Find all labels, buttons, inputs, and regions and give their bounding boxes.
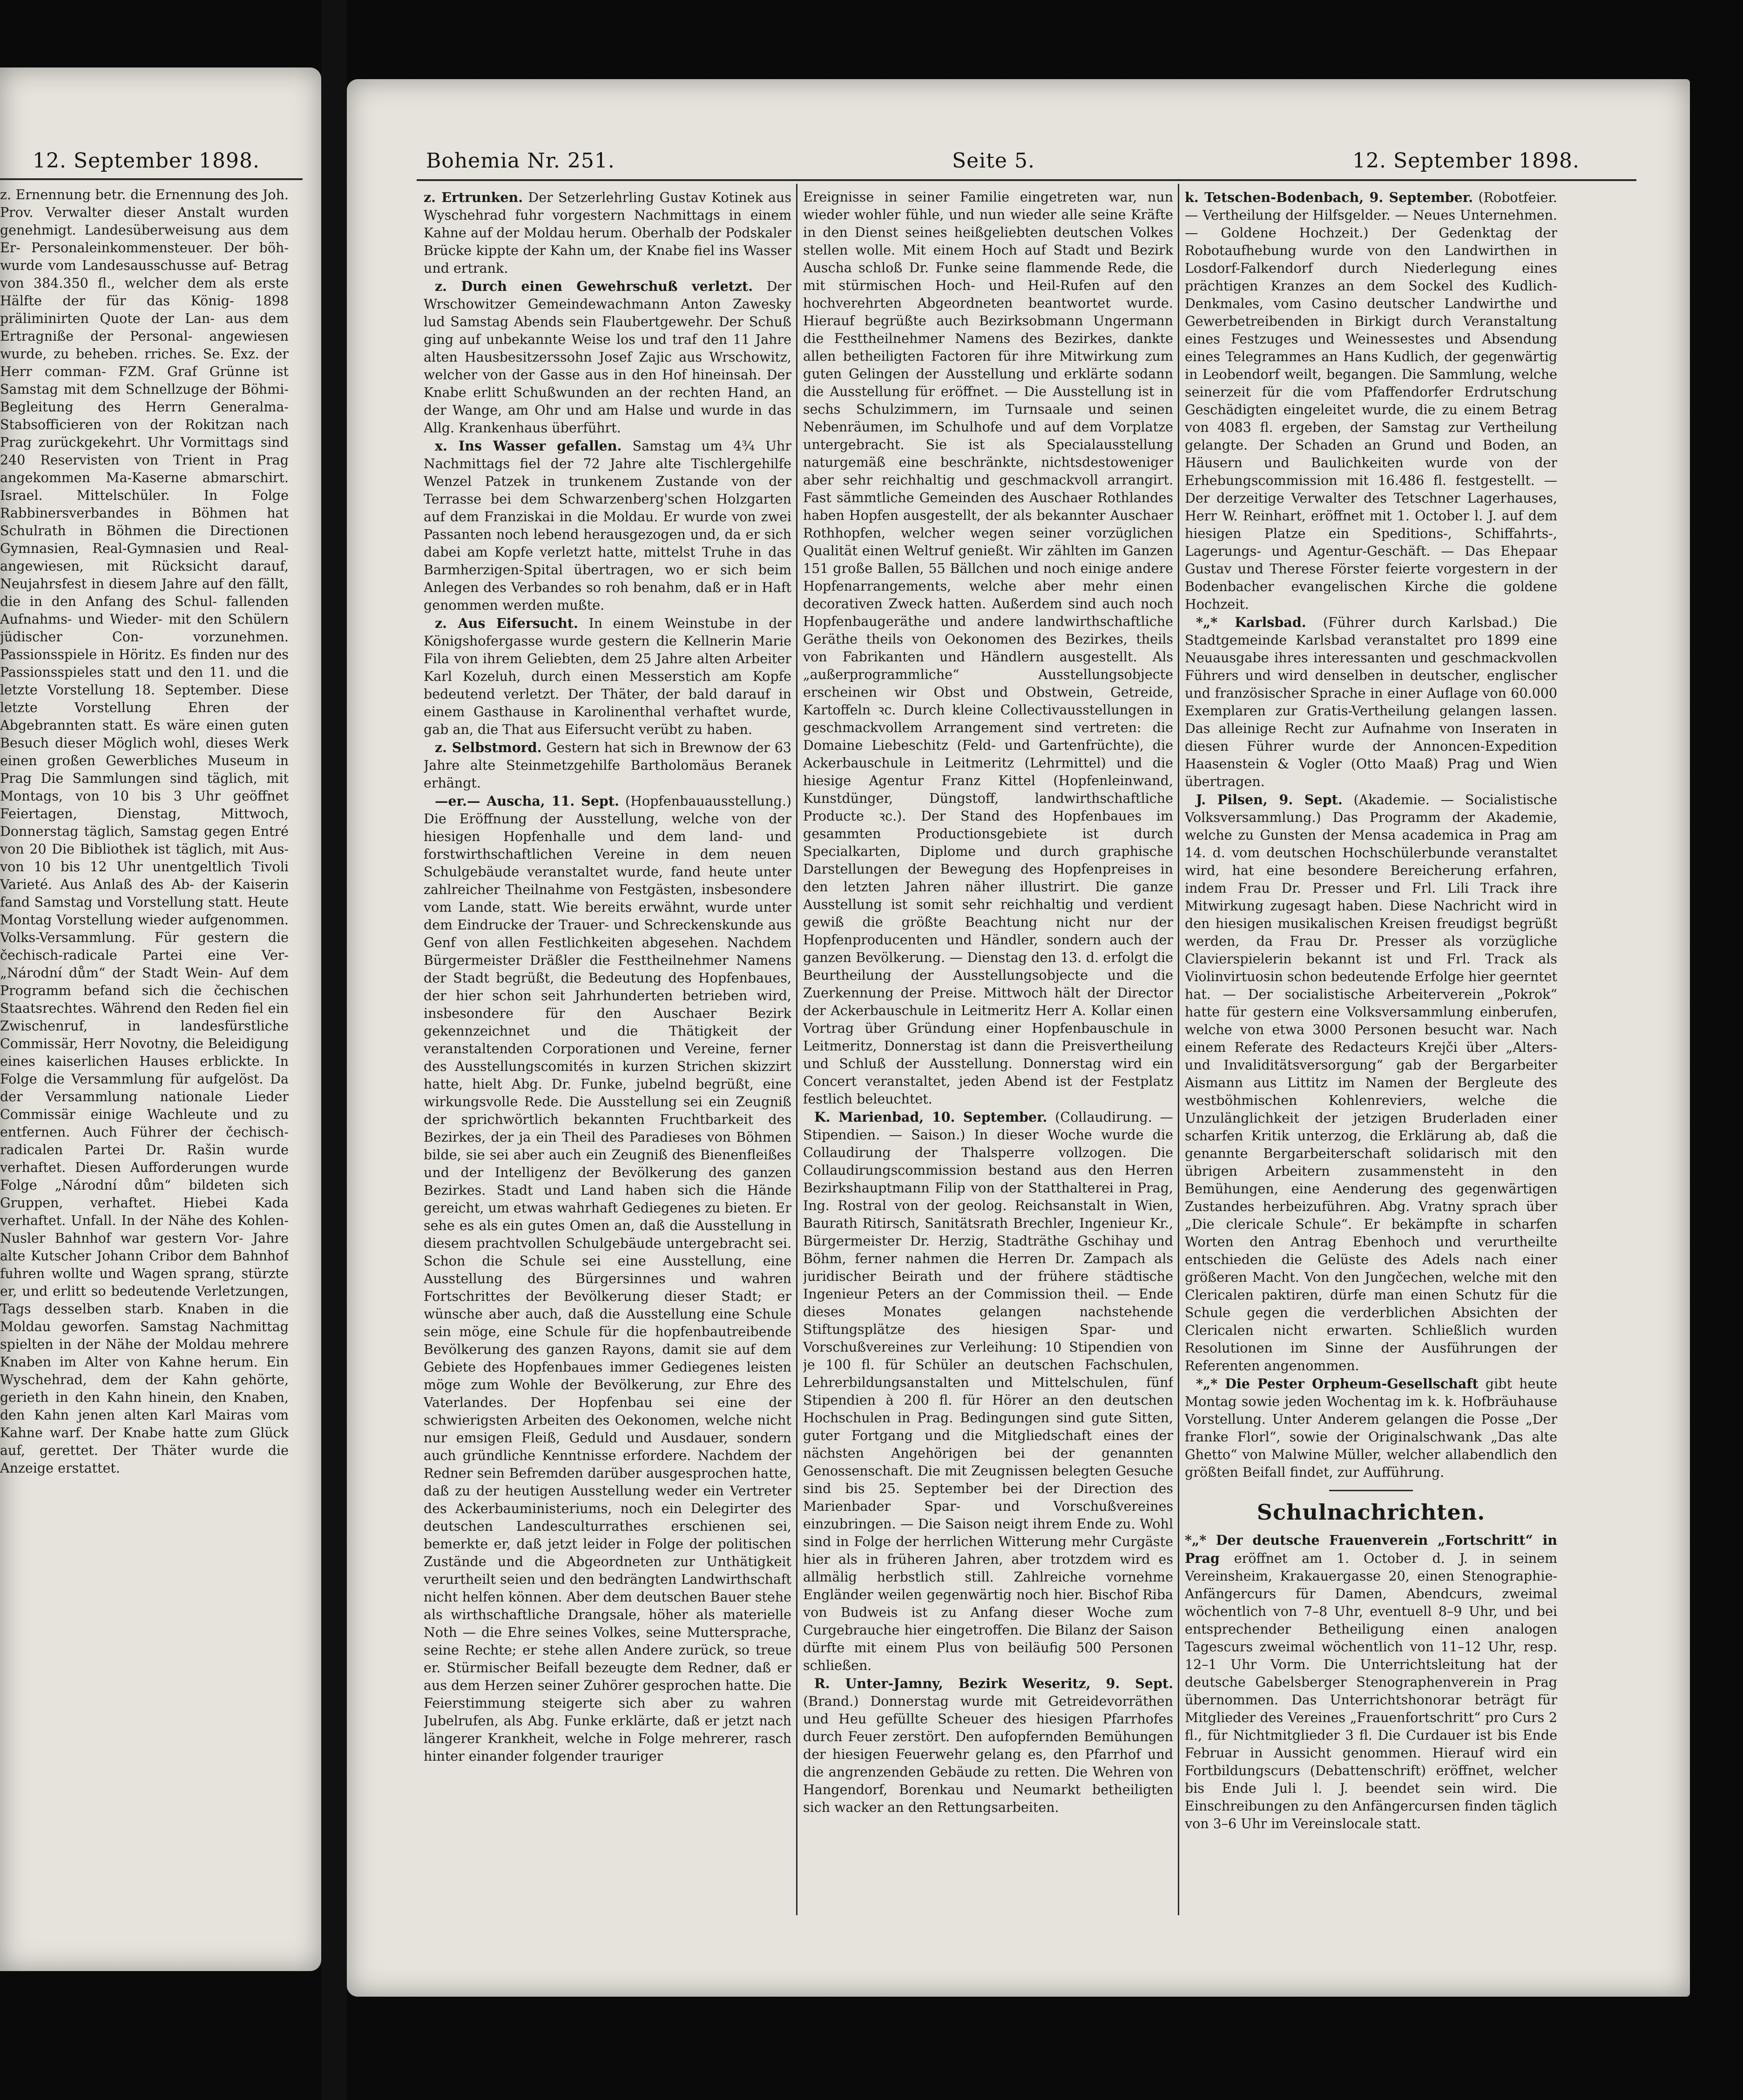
article-lead: z. Durch einen Gewehrschuß verletzt. [435, 278, 753, 294]
article-body: Der Wrschowitzer Gemeindewachmann Anton Zawesky lud Samstag Abends sein Flaubertgewehr. Der Schuß ging auf unbekannte Weise los und traf den 11 Jahre alten Hausbesitzerssohn Josef Zajic aus Wrschowitz, welcher von der Gasse aus in den Hof hineinsah. Der Knabe erlitt Schußwunden an der rechten Hand, an der Wange, am Ohr und am Halse und wurde in das Allg. Krankenhaus überführt. [424, 279, 791, 436]
page-number: Seite 5. [952, 149, 1035, 173]
section-heading-schulnachrichten: Schulnachrichten. [1257, 1500, 1486, 1525]
article-body: (Akademie. — Socialistische Volksversammlung.) Das Programm der Akademie, welche zu Gunsten der Mensa academica in Prag am 14. d. vom deutschen Hochschülerbunde veranstaltet wird, hat eine besondere Bereicherung erfahren, indem Frau Dr. Presser und Frl. Lili Track ihre Mitwirkung zugesagt haben. Diese Nachricht wird in den hiesigen musikalischen Kreisen freudigst begrüßt werden, da Frau Dr. Presser als vorzügliche Clavierspielerin bekannt ist und Frl. Track als Violinvirtuosin schon bedeutende Erfolge hier geerntet hat. — Der socialistische Arbeiterverein „Pokrok“ hatte für gestern eine Volksversammlung einberufen, welche von etwa 3000 Personen besucht war. Nach einem Referate des Redacteurs Krejči über „Alters- und Invaliditätsversorgung“ gab der Bergarbeiter Aismann aus Littitz im Namen der Bergleute des westböhmischen Kohlenreviers, welche die Unzulänglichkeit der jetzigen Bruderladen einer scharfen Kritik unterzog, die Erklärung ab, daß die genannte Bergarbeiterschaft solidarisch mit den übrigen Arbeitern zusammensteht in den Bemühungen, eine Aenderung des gegenwärtigen Zustandes herbeizuführen. Abg. Vratny sprach über „Die clericale Schule“. Er bekämpfte in scharfen Worten den Antrag Ebenhoch und verurtheilte entschieden die Gelüste des Adels nach einer größeren Macht. Von den Jungčechen, welche mit den Clericalen paktiren, dürfe man einen Schutz für die Schule gegen die verderblichen Absichten der Clericalen nicht erwarten. Schließlich wurden Resolutionen im Sinne der Ausführungen der Referenten angenommen. [1185, 792, 1557, 1373]
article-lead: z. Selbstmord. [435, 740, 542, 755]
article-column-3 [1185, 188, 1557, 1911]
article-paragraph [424, 614, 791, 739]
article-paragraph [1185, 188, 1557, 613]
article-paragraph [1185, 613, 1557, 791]
article-body: Der Setzerlehrling Gustav Kotinek aus Wyschehrad fuhr vorgestern Nachmittags in einem Kahne auf der Moldau herum. Oberhalb der Podskaler Brücke kippte der Kahn um, der Knabe fiel ins Wasser und ertrank. [424, 190, 791, 276]
article-paragraph [424, 188, 791, 277]
article-body: gibt heute Montag sowie jeden Wochentag im k. k. Hofbräuhause Vorstellung. Unter Anderem gelangen die Posse „Der franke Florl“, sowie der Originalschwank „Das alte Ghetto“ von Malwine Müller, welcher allabendlich den größten Beifall findet, zur Aufführung. [1185, 1376, 1557, 1480]
article-body: (Hopfenbauausstellung.) Die Eröffnung der Ausstellung, welche von der hiesigen Hopfenhalle und dem land- und forstwirthschaftlichen Vereine in dem neuen Schulgebäude veranstaltet wurde, fand heute unter zahlreicher Theilnahme von Festgästen, insbesondere vom Lande, statt. Wie bereits erwähnt, wurde unter dem Eindrucke der Trauer- und Schreckenskunde aus Genf von allen Festlichkeiten abgesehen. Nachdem Bürgermeister Dräßler die Festtheilnehmer Namens der Stadt begrüßt, die Bedeutung des Hopfenbaues, der hier schon seit Jahrhunderten betrieben wird, insbesondere für den Auschaer Bezirk gekennzeichnet und die Thätigkeit der veranstaltenden Corporationen und Vereine, ferner des Ausstellungscomités in kurzen Strichen skizzirt hatte, hielt Abg. Dr. Funke, jubelnd begrüßt, eine wirkungsvolle Rede. Die Ausstellung sei ein Zeugniß der sprichwörtlich bekannten Fruchtbarkeit des Bezirkes, der ja ein Theil des Paradieses von Böhmen bilde, sie sei aber auch ein Zeugniß des Bienenfleißes und der Intelligenz der Bevölkerung des ganzen Bezirkes. Stadt und Land haben sich die Hände gereicht, um etwas wahrhaft Gediegenes zu bieten. Er sehe es als ein gutes Omen an, daß die Ausstellung in diesem prachtvollen Schulgebäude untergebracht sei. Schon die Schule sei eine Ausstellung, eine Ausstellung des Bürgersinnes und wahren Fortschrittes der Bevölkerung dieser Stadt; er wünsche aber auch, daß die Ausstellung eine Schule sein möge, eine Schule für die hopfenbautreibende Bevölkerung des ganzen Rayons, damit sie auf dem Gebiete des Hopfenbaues immer Gediegenes leisten möge zum Wohle der Bevölkerung, zur Ehre des Vaterlandes. Der Hopfenbau sei eine der schwierigsten Arbeiten des Oekonomen, welche nicht nur emsigen Fleiß, Geduld und Ausdauer, sondern auch gründliche Kenntnisse erfordere. Nachdem der Redner sein Befremden darüber ausgesprochen hatte, daß zu der heutigen Ausstellung weder ein Vertreter des Ackerbauministeriums, noch ein Delegirter des deutschen Landesculturrathes erschienen sei, bemerkte er, daß jetzt leider in Folge der politischen Zustände und die Abgeordneten zur Unthätigkeit verurtheilt seien und den bedrängten Landwirthschaft nicht helfen können. Aber dem deutschen Bauer stehe als wirthschaftliche Drangsale, höher als materielle Noth — die Ehre seines Volkes, seine Muttersprache, seine Rechte; er stehe allen Andere zurück, so treue er. Stürmischer Beifall bezeugte dem Redner, daß er aus dem Herzen seiner Zuhörer gesprochen hatte. Die Feierstimmung steigerte sich aber zu wahren Jubelrufen, als Abg. Funke erklärte, daß er jetzt nach längerer Krankheit, welche in Folge mehrerer, rasch hinter einander folgender trauriger [424, 794, 791, 1764]
article-lead: k. Tetschen-Bodenbach, 9. September. [1185, 189, 1473, 205]
column-3-articles [1185, 188, 1557, 1481]
article-paragraph [424, 739, 791, 792]
left-newspaper-page [0, 67, 321, 1971]
article-lead: *„* Die Pester Orpheum-Gesellschaft [1196, 1376, 1479, 1392]
article-paragraph [1185, 1531, 1557, 1833]
article-body: Ereignisse in seiner Familie eingetreten war, nun wieder wohler fühle, und nun wieder alle seine Kräfte in den Dienst seines heißgeliebten deutschen Volkes stellen wolle. Mit einem Hoch auf Stadt und Bezirk Auscha schloß Dr. Funke seine flammende Rede, die mit stürmischen Hoch- und Heil-Rufen auf den hochverehrten Abgeordneten beantwortet wurde. Hierauf begrüßte auch Bezirksobmann Ungermann die Festtheilnehmer Namens des Bezirkes, dankte allen betheiligten Factoren für ihre Mitwirkung zum guten Gelingen der Ausstellung und erklärte sodann die Ausstellung für eröffnet. — Die Ausstellung ist in sechs Schulzimmern, im Turnsaale und seinen Nebenräumen, im Schulhofe und auf dem Vorplatze untergebracht. Sie ist als Specialausstellung naturgemäß eine beschränkte, nichtsdestoweniger aber sehr reichhaltig und geschmackvoll arrangirt. Fast sämmtliche Gemeinden des Auschaer Rothlandes haben Hopfen ausgestellt, der als bekannter Auschaer Rothhopfen, welcher wegen seiner vorzüglichen Qualität einen Weltruf genießt. Wir zählten im Ganzen 151 große Ballen, 55 Bällchen und noch einige andere Hopfenarrangements, welche aber mehr einen decorativen Zweck hatten. Außerdem sind auch noch Hopfenbaugeräthe und andere landwirthschaftliche Geräthe theils von Oekonomen des Bezirkes, theils von Fabrikanten und Händlern ausgestellt. Als „außerprogrammliche“ Ausstellungsobjecte erscheinen wir Obst und Obstwein, Getreide, Kartoffeln ꝛc. Durch kleine Collectivausstellungen in geschmackvollem Arrangement sind vertreten: die Domaine Liebeschitz (Feld- und Gartenfrüchte), die Ackerbauschule in Leitmeritz (Lehrmittel) und die hiesige Agentur Franz Kittel (Hopfenleinwand, Kunstdünger, Düngstoff, landwirthschaftliche Producte ꝛc.). Der Stand des Hopfenbaues im gesammten Productionsgebiete ist durch Specialkarten, Diplome und durch graphische Darstellungen der Bewegung des Hopfenpreises in den letzten Jahren näher illustrirt. Die ganze Ausstellung ist somit sehr reichhaltig und verdient gewiß die größte Beachtung nicht nur der Hopfenproducenten und Händler, sondern auch der ganzen Bevölkerung. — Dienstag den 13. d. erfolgt die Beurtheilung der Ausstellungsobjecte und die Zuerkennung der Preise. Mittwoch hält der Director der Ackerbauschule in Leitmeritz Herr A. Kollar einen Vortrag über Gründung einer Hopfenbauschule in Leitmeritz, Donnerstag ist dann die Preisvertheilung und Schluß der Ausstellung. Donnerstag wird ein Concert veranstaltet, jeden Abend ist der Festplatz festlich beleuchtet. [803, 189, 1173, 1107]
column-2-articles [803, 188, 1173, 1817]
article-paragraph [1185, 791, 1557, 1375]
column-divider-2 [1178, 184, 1179, 1915]
article-paragraph [424, 792, 791, 1765]
masthead-title: Bohemia Nr. 251. [426, 149, 615, 173]
article-body: Samstag um 4¾ Uhr Nachmittags fiel der 72 Jahre alte Tischlergehilfe Wenzel Patzek in trunkenem Zustande von der Terrasse bei dem Schwarzenberg'schen Holzgarten auf dem Franziskai in die Moldau. Er wurde von zwei Passanten noch lebend herausgezogen und, da er sich dabei am Kopfe verletzt hatte, mittelst Truhe in das Barmherzigen-Spital übertragen, wo er sich beim Anlegen des Verbandes so roh benahm, daß er in Haft genommen werden mußte. [424, 438, 791, 613]
column-1-articles [424, 188, 791, 1765]
scanner-background-left [321, 0, 347, 2100]
article-body: In einem Weinstube in der Königshofergasse wurde gestern die Kellnerin Marie Fila von ihrem Geliebten, dem 25 Jahre alten Arbeiter Karl Kozeluh, durch einen Messerstich am Kopfe bedeutend verletzt. Der Thäter, der bald darauf in einem Gasthause in Karolinenthal verhaftet wurde, gab an, die That aus Eifersucht verübt zu haben. [424, 616, 791, 737]
article-body: (Collaudirung. — Stipendien. — Saison.) In dieser Woche wurde die Collaudirung der Thalsperre vollzogen. Die Collaudirungscommission bestand aus den Herren Bezirkshauptmann Filip von der Statthalterei in Prag, Ing. Rostral von der geolog. Reichsanstalt in Wien, Baurath Ritirsch, Sanitätsrath Brechler, Ingenieur Kr., Bürgermeister Dr. Herzig, Stadträthe Gschihay und Böhm, ferner nahmen die Herren Dr. Zampach als juridischer Beirath und der frühere städtische Ingenieur Peters an der Commission theil. — Ende dieses Monates gelangen nachstehende Stiftungsplätze des hiesigen Spar- und Vorschußvereines zur Verleihung: 10 Stipendien von je 100 fl. für Schüler an deutschen Fachschulen, Lehrerbildungsanstalten und Mittelschulen, fünf Stipendien à 200 fl. für Hörer an den deutschen Hochschulen in Prag. Bedingungen sind gute Sitten, guter Fortgang und die Mitgliedschaft eines der nächsten Angehörigen bei der genannten Genossenschaft. Die mit Zeugnissen belegten Gesuche sind bis 25. September bei der Direction des Marienbader Spar- und Vorschußvereines einzubringen. — Die Saison neigt ihrem Ende zu. Wohl sind in Folge der herrlichen Witterung mehr Curgäste hier als in früheren Jahren, aber trotzdem wird es allmälig herbstlich still. Zahlreiche vornehme Engländer weilen gegenwärtig noch hier. Bischof Riba von Budweis ist zu Anfang dieser Woche zum Curgebrauche hier eingetroffen. Die Bilanz der Saison dürfte mit einem Plus von beiläufig 500 Personen schließen. [803, 1110, 1173, 1673]
article-lead: x. Ins Wasser gefallen. [435, 438, 622, 454]
article-paragraph [803, 1108, 1173, 1675]
left-page-date-header: 12. September 1898. [33, 149, 260, 173]
article-lead: R. Unter-Jamny, Bezirk Weseritz, 9. Sept. [814, 1676, 1173, 1691]
column-divider-1 [796, 184, 797, 1915]
article-paragraph [803, 188, 1173, 1108]
article-body: eröffnet am 1. October d. J. in seinem Vereinsheim, Krakauergasse 20, einen Stenographie-Anfängercurs für Damen, Abendcurs, zweimal wöchentlich von 7–8 Uhr, eventuell 8–9 Uhr, und bei entsprechender Betheiligung einen analogen Tagescurs zweimal wöchentlich von 11–12 Uhr, resp. 12–1 Uhr Vorm. Die Unterrichtsleitung hat der deutsche Gabelsberger Stenographenverein in Prag übernommen. Das Unterrichtshonorar beträgt für Mitglieder des Vereines „Frauenfortschritt“ pro Curs 2 fl., für Nichtmitglieder 3 fl. Die Curdauer ist bis Ende Februar in Aussicht genommen. Hierauf wird ein Fortbildungscurs (Debattenschrift) eröffnet, welcher bis Ende Juli l. J. beendet sein wird. Die Einschreibungen zu den Anfängercursen finden täglich von 3–6 Uhr im Vereinslocale statt. [1185, 1551, 1557, 1831]
header-rule [417, 179, 1636, 181]
section-divider [1329, 1490, 1413, 1491]
article-paragraph [803, 1675, 1173, 1817]
column-3-school-news [1185, 1531, 1557, 1833]
article-paragraph [424, 277, 791, 437]
article-lead: K. Marienbad, 10. September. [814, 1109, 1047, 1125]
article-lead: *„* Karlsbad. [1196, 614, 1306, 630]
left-page-column [0, 186, 289, 1918]
article-lead: J. Pilsen, 9. Sept. [1196, 792, 1343, 808]
left-page-text: z. Ernennung betr. die Ernennung des Joh. Prov. Verwalter dieser Anstalt wurden genehmigt. Landesüberweisung aus dem Er- Personaleinkommensteuer. Der böh- wurde vom Landesausschusse auf- Betrag von 384.350 fl., welcher dem als erste Hälfte der für das König- 1898 präliminirten Quote der Lan- aus dem Ertragniße der Personal- angewiesen wurde, zu beheben. rriches. Se. Exz. der Herr comman- FZM. Graf Grünne ist Samstag mit dem Schnellzuge der Böhmi- Begleitung des Herrn Generalma- Stabsofficieren von der Rokitzan nach Prag zurückgekehrt. Uhr Vormittags sind 240 Reservisten von Trient in Prag angekommen Ma-Kaserne abmarschirt. Israel. Mittelschüler. In Folge Rabbinersverbandes in Böhmen hat Schulrath in Böhmen die Directionen Gymnasien, Real-Gymnasien und Real- angewiesen, mit Rücksicht darauf, Neujahrsfest in diesem Jahre auf den fällt, die in den Anfang des Schul- fallenden Aufnahms- und Wieder- mit den Schülern jüdischer Con- vorzunehmen. Passionsspiele in Höritz. Es finden nur des Passionsspieles statt und den 11. und die letzte Vorstellung 18. September. Diese letzte Vorstellung Ehren der Abgebrannten statt. Es wäre einen guten Besuch dieser Möglich wohl, dieses Werk einen großen Gewerbliches Museum in Prag Die Sammlungen sind täglich, mit Montags, von 10 bis 3 Uhr geöffnet Feiertagen, Dienstag, Mittwoch, Donnerstag täglich, Samstag gegen Entré von 20 Die Bibliothek ist täglich, mit Aus- von 10 bis 12 Uhr unentgeltlich Tivoli Varieté. Aus Anlaß des Ab- der Kaiserin fand Samstag und Vorstellung statt. Heute Montag Vorstellung wieder aufgenommen. Volks-Versammlung. Für gestern die čechisch-radicale Partei eine Ver- „Národní dům“ der Stadt Wein- Auf dem Programm befand sich die čechischen Staatsrechtes. Während den Reden fiel ein Zwischenruf, in landesfürstliche Commissär, Herr Novotny, die Beleidigung eines kaiserlichen Hauses erblickte. In Folge die Versammlung für aufgelöst. Da der Versammlung nationale Lieder Commissär einige Wachleute und zu entfernen. Auch Führer der čechisch-radicalen Partei Dr. Rašin wurde verhaftet. Diesen Aufforderungen wurde Folge „Národní dům“ bildeten sich Gruppen, verhaftet. Hiebei Kada verhaftet. Unfall. In der Nähe des Kohlen- Nusler Bahnhof war gestern Vor- Jahre alte Kutscher Johann Cribor dem Bahnhof fuhren wollte und Wagen sprang, stürzte er, und erlitt so bedeutende Verletzungen, Tags desselben starb. Knaben in die Moldau geworfen. Samstag Nachmittag spielten in der Nähe der Moldau mehrere Knaben im Alter von Kahne herum. Ein Wyschehrad, dem der Kahn gehörte, gerieth in den Kahn hinein, den Knaben, den Kahn jenen alten Karl Mairas vom Kahne warf. Der Knabe hatte zum Glück auf, gerettet. Der Thäter wurde die Anzeige erstattet. [0, 187, 289, 1476]
article-paragraph [1185, 1375, 1557, 1481]
article-body: (Brand.) Donnerstag wurde mit Getreidevorräthen und Heu gefüllte Scheuer des hiesigen Pfarrhofes durch Feuer zerstört. Den aufopfernden Bemühungen der hiesigen Feuerwehr gelang es, den Pfarrhof und die angrenzenden Gebäude zu retten. Die Wehren von Hangendorf, Borenkau und Neumarkt betheiligten sich wacker an den Rettungsarbeiten. [803, 1694, 1173, 1815]
article-lead: *„* Der deutsche Frauenverein „Fortschritt“ in Prag [1185, 1532, 1557, 1566]
article-lead: z. Aus Eifersucht. [435, 615, 578, 631]
article-body: Gestern hat sich in Brewnow der 63 Jahre alte Steinmetzgehilfe Bartholomäus Beranek erhängt. [424, 740, 791, 791]
article-column-1 [424, 188, 791, 1911]
article-paragraph [424, 437, 791, 614]
article-body: (Führer durch Karlsbad.) Die Stadtgemeinde Karlsbad veranstaltet pro 1899 eine Neuausgabe ihres interessanten und geschmackvollen Führers und wird denselben in deutscher, englischer und französischer Sprache in einer Auflage von 60.000 Exemplaren zur Gratis-Vertheilung gelangen lassen. Das alleinige Recht zur Aufnahme von Inseraten in diesen Führer wurde der Annoncen-Expedition Haasenstein & Vogler (Otto Maaß) Prag und Wien übertragen. [1185, 615, 1557, 789]
right-newspaper-page [347, 79, 1690, 1997]
page-date: 12. September 1898. [1352, 149, 1580, 173]
left-header-rule [0, 178, 303, 180]
article-body: (Robotfeier. — Vertheilung der Hilfsgelder. — Neues Unternehmen. — Goldene Hochzeit.) Der Gedenktag der Robotaufhebung wurde von den Landwirthen in Losdorf-Falkendorf durch Niederlegung eines prächtigen Kranzes an dem Sockel des Kudlich-Denkmales, vom Casino deutscher Landwirthe und Gewerbetreibenden in Birkigt durch Veranstaltung eines Festzuges und Weinessestes und Absendung eines Telegrammes an Hans Kudlich, der gegenwärtig in Leobendorf weilt, begangen. Die Sammlung, welche seinerzeit für die vom Pfaffendorfer Erdrutschung Geschädigten eingeleitet wurde, die zu einem Betrag von 4083 fl. ergeben, der Samstag zur Vertheilung gelangte. Der Schaden an Grund und Boden, an Häusern und Baulichkeiten wurde von der Erhebungscommission mit 16.486 fl. festgestellt. — Der derzeitige Verwalter des Tetschner Lagerhauses, Herr W. Reinhart, eröffnet mit 1. October l. J. auf dem hiesigen Platze ein Speditions-, Schiffahrts-, Lagerungs- und Agentur-Geschäft. — Das Ehepaar Gustav und Therese Förster feierte vorgestern in der Bodenbacher evangelischen Kirche die goldene Hochzeit. [1185, 190, 1557, 612]
article-column-2 [803, 188, 1173, 1911]
article-lead: —er.— Auscha, 11. Sept. [435, 793, 619, 809]
article-lead: z. Ertrunken. [424, 189, 523, 205]
